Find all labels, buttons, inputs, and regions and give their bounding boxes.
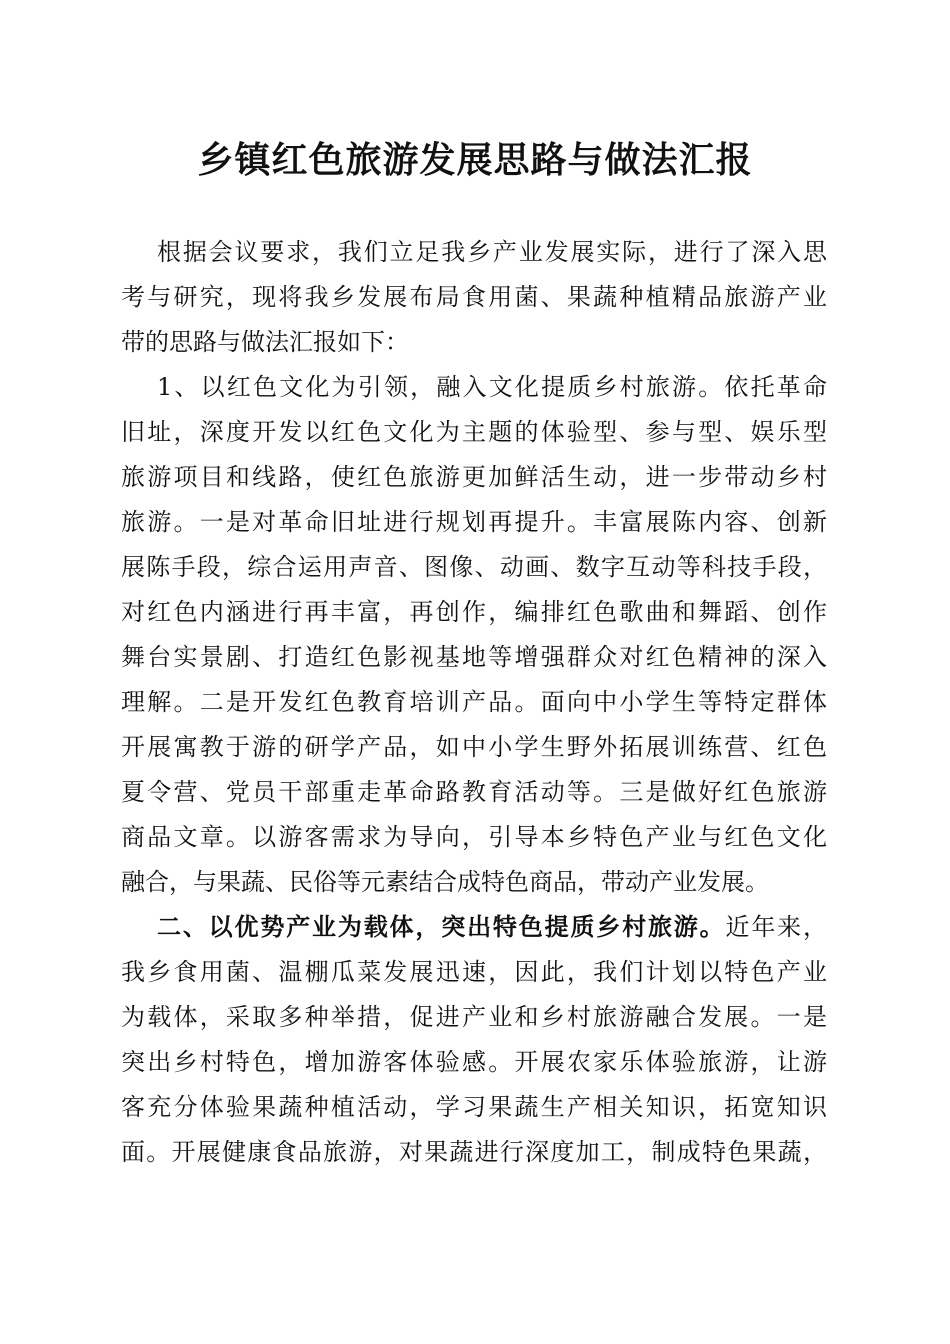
text-line: 为载体，采取多种举措，促进产业和乡村旅游融合发展。一是 (121, 1003, 827, 1031)
text-line: 展陈手段，综合运用声音、图像、动画、数字互动等科技手段， (121, 553, 827, 581)
heading-line-rest: 近年来， (725, 913, 828, 941)
text-line: 我乡食用菌、温棚瓜菜发展迅速，因此，我们计划以特色产业 (121, 958, 827, 986)
text-line: 舞台实景剧、打造红色影视基地等增强群众对红色精神的深入 (121, 643, 827, 671)
text-line: 考与研究，现将我乡发展布局食用菌、果蔬种植精品旅游产业 (121, 283, 827, 311)
text-line: 商品文章。以游客需求为导向，引导本乡特色产业与红色文化 (121, 823, 827, 851)
text-line: 面。开展健康食品旅游，对果蔬进行深度加工，制成特色果蔬， (121, 1138, 827, 1166)
paragraph-industry (121, 905, 827, 1175)
text-line: 对红色内涵进行再丰富，再创作，编排红色歌曲和舞蹈、创作 (121, 598, 827, 626)
document-title: 乡镇红色旅游发展思路与做法汇报 (197, 139, 753, 181)
text-line: 带的思路与做法汇报如下： (121, 328, 409, 356)
text-line: 根据会议要求，我们立足我乡产业发展实际，进行了深入思 (157, 238, 827, 266)
text-line: 旅游。一是对革命旧址进行规划再提升。丰富展陈内容、创新 (121, 508, 827, 536)
text-line: 开展寓教于游的研学产品，如中小学生野外拓展训练营、红色 (121, 733, 827, 761)
text-line-with-heading (121, 905, 827, 950)
text-line: 融合，与果蔬、民俗等元素结合成特色商品，带动产业发展。 (121, 868, 769, 896)
text-line: 1、以红色文化为引领，融入文化提质乡村旅游。依托革命 (157, 373, 827, 401)
text-line: 突出乡村特色，增加游客体验感。开展农家乐体验旅游，让游 (121, 1048, 827, 1076)
section-heading: 二、以优势产业为载体，突出特色提质乡村旅游。 (157, 913, 726, 941)
text-line: 理解。二是开发红色教育培训产品。面向中小学生等特定群体 (121, 688, 827, 716)
text-line: 客充分体验果蔬种植活动，学习果蔬生产相关知识，拓宽知识 (121, 1093, 827, 1121)
paragraph-red-culture (121, 365, 827, 905)
text-line: 旅游项目和线路，使红色旅游更加鲜活生动，进一步带动乡村 (121, 463, 827, 491)
document-body (121, 230, 827, 1175)
text-line: 夏令营、党员干部重走革命路教育活动等。三是做好红色旅游 (121, 778, 827, 806)
paragraph-intro (121, 230, 827, 365)
text-line: 旧址，深度开发以红色文化为主题的体验型、参与型、娱乐型 (121, 418, 827, 446)
